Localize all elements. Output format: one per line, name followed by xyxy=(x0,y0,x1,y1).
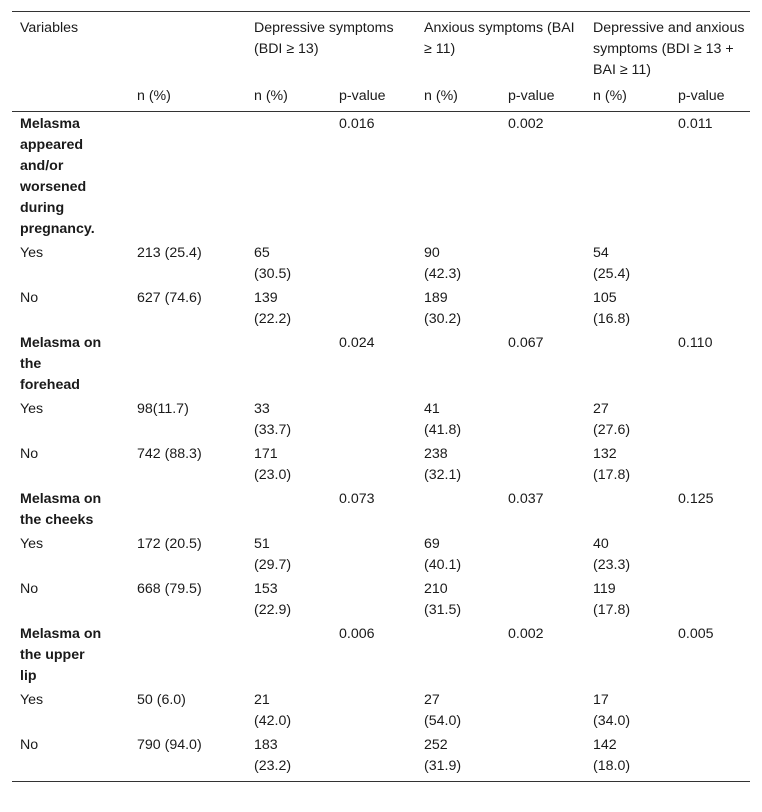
cell-anx: 238 (32.1) xyxy=(424,446,462,483)
header-n-pct-dep: n (%) xyxy=(254,88,288,104)
cell-both: 40 (23.3) xyxy=(593,536,631,573)
p-value-dep: 0.073 xyxy=(339,491,375,507)
header-row-groups xyxy=(12,12,750,82)
cell-anx: 252 (31.9) xyxy=(424,737,462,774)
header-p-both: p-value xyxy=(678,88,725,104)
cell-total: 742 (88.3) xyxy=(137,446,202,462)
section-row xyxy=(12,112,750,242)
table-body xyxy=(12,112,750,782)
header-group-depressive: Depressive symptoms (BDI ≥ 13) xyxy=(254,20,394,57)
cell-both: 132 (17.8) xyxy=(593,446,631,483)
data-table-container xyxy=(12,11,750,782)
cell-dep: 21 (42.0) xyxy=(254,692,292,729)
header-row-columns xyxy=(12,81,750,112)
cell-both: 54 (25.4) xyxy=(593,245,631,282)
p-value-dep: 0.016 xyxy=(339,116,375,132)
p-value-both: 0.125 xyxy=(678,491,714,507)
header-group-anxious: Anxious symptoms (BAI ≥ 11) xyxy=(424,20,575,57)
p-value-both: 0.110 xyxy=(678,335,713,351)
header-p-anx: p-value xyxy=(508,88,555,104)
cell-total: 50 (6.0) xyxy=(137,692,186,708)
cell-both: 17 (34.0) xyxy=(593,692,631,729)
cell-both: 105 (16.8) xyxy=(593,290,631,327)
section-title: Melasma on the cheeks xyxy=(20,491,102,528)
data-table xyxy=(12,11,750,782)
cell-dep: 65 (30.5) xyxy=(254,245,292,282)
p-value-dep: 0.024 xyxy=(339,335,375,351)
table-row xyxy=(12,397,750,442)
table-row xyxy=(12,532,750,577)
section-title: Melasma on the forehead xyxy=(20,335,102,393)
cell-both: 142 (18.0) xyxy=(593,737,631,774)
row-label: Yes xyxy=(20,401,44,417)
cell-dep: 51 (29.7) xyxy=(254,536,292,573)
cell-total: 790 (94.0) xyxy=(137,737,202,753)
row-label: Yes xyxy=(20,692,44,708)
table-row xyxy=(12,442,750,487)
header-n-pct-anx: n (%) xyxy=(424,88,458,104)
table-row xyxy=(12,286,750,331)
cell-dep: 171 (23.0) xyxy=(254,446,292,483)
p-value-both: 0.005 xyxy=(678,626,714,642)
cell-total: 627 (74.6) xyxy=(137,290,202,306)
cell-dep: 183 (23.2) xyxy=(254,737,292,774)
section-row xyxy=(12,487,750,532)
p-value-anx: 0.067 xyxy=(508,335,544,351)
row-label: No xyxy=(20,290,39,306)
header-group-both: Depressive and anxious symptoms (BDI ≥ 13 + BAI ≥ 11) xyxy=(593,20,745,78)
row-label: No xyxy=(20,581,39,597)
header-p-dep: p-value xyxy=(339,88,386,104)
p-value-dep: 0.006 xyxy=(339,626,375,642)
row-label: Yes xyxy=(20,245,44,261)
header-n-pct-both: n (%) xyxy=(593,88,627,104)
row-label: No xyxy=(20,737,39,753)
cell-total: 172 (20.5) xyxy=(137,536,202,552)
cell-both: 27 (27.6) xyxy=(593,401,631,438)
section-row xyxy=(12,622,750,688)
cell-both: 119 (17.8) xyxy=(593,581,631,618)
table-row xyxy=(12,688,750,733)
section-title: Melasma appeared and/or worsened during pregnancy. xyxy=(20,116,95,237)
cell-dep: 139 (22.2) xyxy=(254,290,292,327)
table-row xyxy=(12,733,750,782)
cell-dep: 33 (33.7) xyxy=(254,401,292,438)
p-value-anx: 0.037 xyxy=(508,491,544,507)
cell-anx: 90 (42.3) xyxy=(424,245,462,282)
cell-total: 213 (25.4) xyxy=(137,245,202,261)
section-row xyxy=(12,331,750,397)
cell-anx: 69 (40.1) xyxy=(424,536,462,573)
p-value-anx: 0.002 xyxy=(508,116,544,132)
cell-anx: 27 (54.0) xyxy=(424,692,462,729)
cell-anx: 210 (31.5) xyxy=(424,581,462,618)
cell-anx: 41 (41.8) xyxy=(424,401,462,438)
cell-dep: 153 (22.9) xyxy=(254,581,292,618)
table-row xyxy=(12,241,750,286)
table-row xyxy=(12,577,750,622)
header-variables: Variables xyxy=(20,20,79,36)
section-title: Melasma on the upper lip xyxy=(20,626,102,684)
cell-anx: 189 (30.2) xyxy=(424,290,462,327)
row-label: No xyxy=(20,446,39,462)
cell-total: 98(11.7) xyxy=(137,401,189,417)
row-label: Yes xyxy=(20,536,44,552)
cell-total: 668 (79.5) xyxy=(137,581,202,597)
p-value-anx: 0.002 xyxy=(508,626,544,642)
p-value-both: 0.011 xyxy=(678,116,713,132)
header-n-pct-total: n (%) xyxy=(137,88,171,104)
